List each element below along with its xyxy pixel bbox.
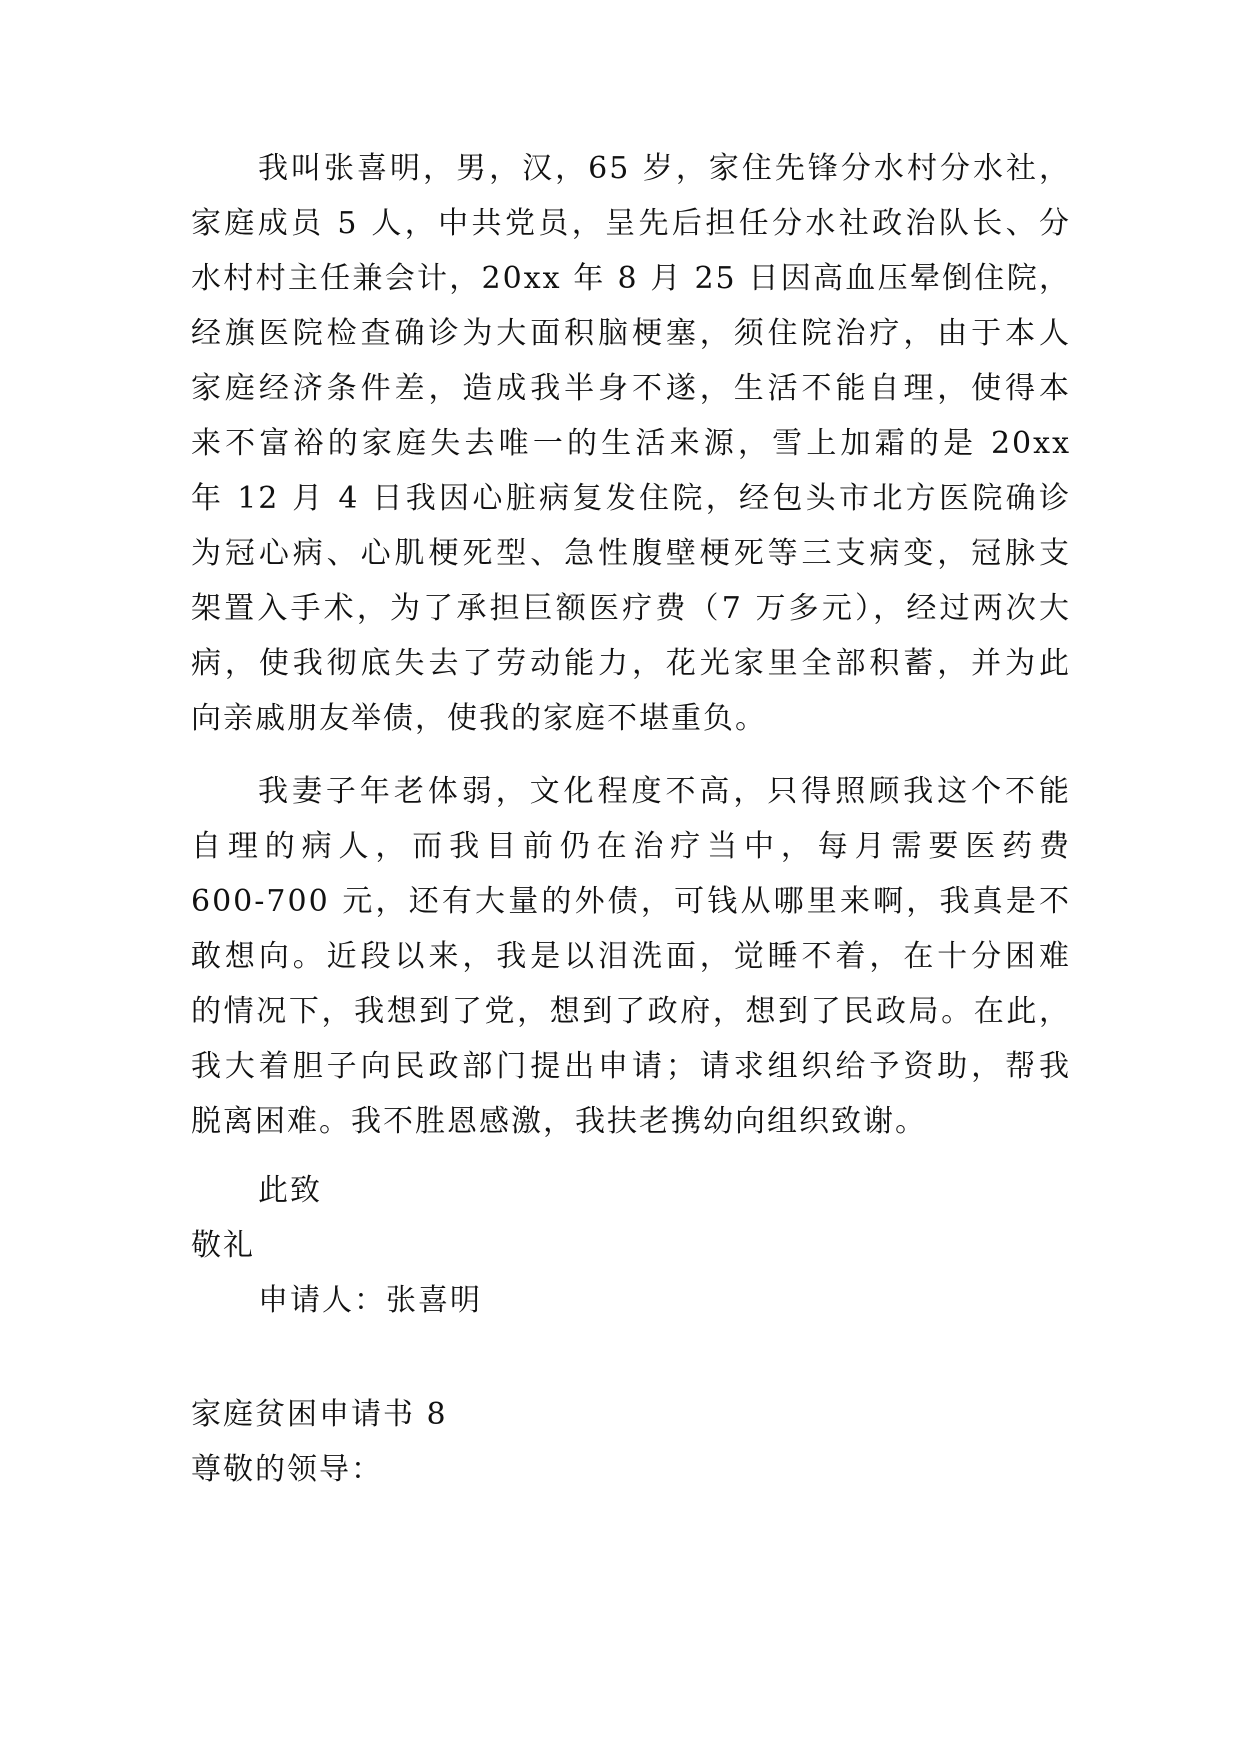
paragraph-1-line-6: 来不富裕的家庭失去唯一的生活来源，雪上加霜的是 20xx <box>191 426 1071 461</box>
closing-jing-li: 敬礼 <box>191 1228 255 1263</box>
paragraph-2-line-5: 的情况下，我想到了党，想到了政府，想到了民政局。在此， <box>191 994 1071 1029</box>
paragraph-1-line-9: 架置入手术，为了承担巨额医疗费（7 万多元），经过两次大 <box>191 591 1071 626</box>
paragraph-2-line-2: 自理的病人，而我目前仍在治疗当中，每月需要医药费 <box>191 829 1071 864</box>
paragraph-1-line-8: 为冠心病、心肌梗死型、急性腹壁梗死等三支病变，冠脉支 <box>191 536 1071 571</box>
paragraph-1-line-10: 病，使我彻底失去了劳动能力，花光家里全部积蓄，并为此 <box>191 646 1071 681</box>
paragraph-1-line-11: 向亲戚朋友举债，使我的家庭不堪重负。 <box>191 701 767 736</box>
paragraph-1-line-1: 我叫张喜明，男，汉，65 岁，家住先锋分水村分水社， <box>258 151 1071 186</box>
closing-ci-zhi: 此致 <box>258 1173 322 1208</box>
next-document-title: 家庭贫困申请书 8 <box>191 1397 448 1432</box>
paragraph-2-line-7: 脱离困难。我不胜恩感激，我扶老携幼向组织致谢。 <box>191 1104 927 1139</box>
paragraph-1-line-7: 年 12 月 4 日我因心脏病复发住院，经包头市北方医院确诊 <box>191 481 1071 516</box>
paragraph-2-line-3: 600-700 元，还有大量的外债，可钱从哪里来啊，我真是不 <box>191 884 1071 919</box>
paragraph-2-line-4: 敢想向。近段以来，我是以泪洗面，觉睡不着，在十分困难 <box>191 939 1071 974</box>
paragraph-2-line-6: 我大着胆子向民政部门提出申请；请求组织给予资助，帮我 <box>191 1049 1071 1084</box>
next-document-salutation: 尊敬的领导： <box>191 1452 383 1487</box>
signature: 申请人：张喜明 <box>258 1283 482 1318</box>
paragraph-2-line-1: 我妻子年老体弱，文化程度不高，只得照顾我这个不能 <box>258 774 1071 809</box>
paragraph-1-line-2: 家庭成员 5 人，中共党员，呈先后担任分水社政治队长、分 <box>191 206 1071 241</box>
paragraph-1-line-3: 水村村主任兼会计，20xx 年 8 月 25 日因高血压晕倒住院， <box>191 261 1071 296</box>
paragraph-1-line-5: 家庭经济条件差，造成我半身不遂，生活不能自理，使得本 <box>191 371 1071 406</box>
paragraph-1-line-4: 经旗医院检查确诊为大面积脑梗塞，须住院治疗，由于本人 <box>191 316 1071 351</box>
